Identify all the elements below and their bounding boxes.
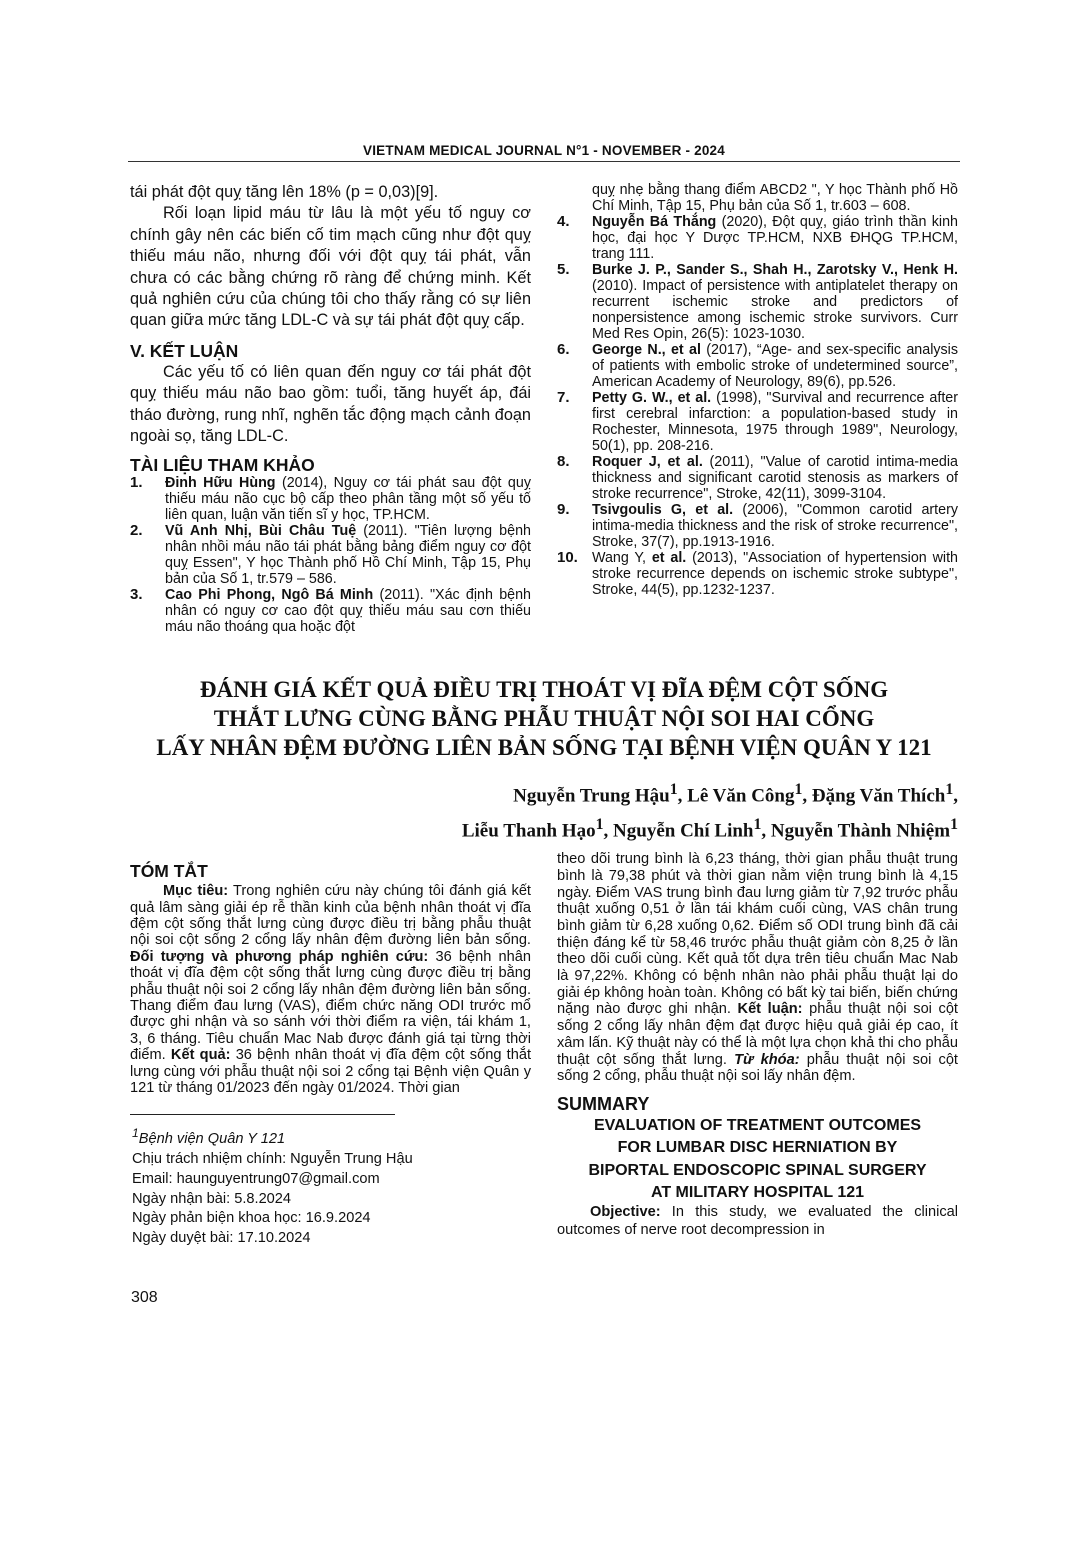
top-columns: [130, 182, 958, 635]
abstract-heading: TÓM TẮT: [130, 861, 208, 882]
reference-authors: Đinh Hữu Hùng: [165, 475, 276, 492]
reference-text: (2017), “Age- and sex-specific analysis of patients with embolic stroke of undetermined source”, American Academy of Neurology, 89(6), pp.526.: [592, 342, 959, 390]
reference-number: 7.: [557, 389, 570, 406]
label-keywords: Từ khóa:: [734, 1051, 800, 1068]
journal-header: VIETNAM MEDICAL JOURNAL N°1 - NOVEMBER - 2024: [363, 143, 725, 158]
reference-text: (2014), Nguy cơ tái phát sau đột quỵ thiếu máu não cục bộ cấp theo phân tầng một số yếu tố liên quan, luận văn tiến sĩ y học, TP.HCM.: [165, 475, 531, 524]
affiliation-mark: 1: [753, 815, 762, 833]
author: Lê Văn Công: [687, 785, 795, 807]
reference-number: 2.: [130, 522, 143, 540]
reference-text: (2010). Impact of persistence with antiplatelet therapy on recurrent ischemic stroke and predictors of nonpersistence among ischemic stroke survivors. Curr Med Res Opin, 26(5): 1023-1030.: [592, 278, 958, 342]
reference-authors: Burke J. P., Sander S., Shah H., Zarotsky V., Henk H.: [592, 262, 958, 278]
label-methods: Đối tượng và phương pháp nghiên cứu:: [130, 948, 429, 965]
affiliation-mark: 1: [132, 1126, 139, 1141]
reference-item: [557, 454, 958, 502]
affiliation-mark: 1: [595, 815, 604, 833]
reference-item: [557, 502, 958, 550]
reference-number: 6.: [557, 341, 570, 358]
reference-item: [557, 342, 958, 390]
reference-continuation: quỵ nhẹ bằng thang điểm ABCD2 ", Y học Thành phố Hồ Chí Minh, Tập 15, Phụ bản của Số 1, tr.603 – 608.: [592, 182, 958, 214]
reference-text: Wang Y,: [592, 550, 652, 566]
reference-text: (2006), "Common carotid artery intima-media thickness and the risk of stroke recurrence", Stroke, 37(7), pp.1913-1916.: [592, 502, 958, 550]
title-line: ĐÁNH GIÁ KẾT QUẢ ĐIỀU TRỊ THOÁT VỊ ĐĨA ĐỆM CỘT SỐNG: [199, 677, 889, 703]
label-objective: Mục tiêu:: [163, 883, 229, 900]
label-results: Kết quả:: [170, 1047, 231, 1064]
text: theo dõi trung bình là 6,23 tháng, thời gian phẫu thuật trung bình là 79,38 phút và thời gian nằm viện trung bình là 4,15 ngày. Điểm VAS trung bình đau lưng giảm từ 7,92 trước phẫu thuật xuống 0,51 ở lần tái khám cuối cùng, VAS chân trung bình giảm từ 6,28 xuống 0,62. Điểm số ODI trung bình đã cải thiện đáng kể từ 58,46 trước phẫu thuật giảm còn 8,25 ở lần theo dõi cuối cùng. Kết quả tốt dựa trên tiêu chuẩn Mac Nab là 97,22%. Không có bệnh nhân nào phải phẫu thuật lại do giải ép không hoàn toàn. Không có bất kỳ tai biến, biến chứng nặng nào được ghi nhận.: [557, 851, 958, 1018]
header-divider: [128, 161, 960, 162]
reference-item: [557, 262, 958, 342]
references-list-left: [130, 475, 531, 635]
text: phẫu thuật nội soi cột sống 2 cổng, phẫu thuật nội soi lấy nhân đệm.: [557, 1051, 958, 1085]
reference-item: [130, 523, 531, 587]
title-line: LẤY NHÂN ĐỆM ĐƯỜNG LIÊN BẢN SỐNG TẠI BỆNH VIỆN QUÂN Y 121: [156, 735, 932, 761]
reference-item: [557, 390, 958, 454]
author-list: Nguyễn Trung Hậu$^1$, Lê Văn Công$^1$, Đặng Văn Thích$^1$, Liễu Thanh Hạo$^1$, Nguyễn Chí Linh$^1$, Nguyễn Thành Nhiệm$^1$: [461, 781, 958, 842]
abstract-columns: [130, 851, 958, 1249]
corresponding-author: Chịu trách nhiệm chính: Nguyễn Trung Hậu: [132, 1151, 413, 1168]
reference-number: 8.: [557, 453, 570, 470]
label-english-objective: Objective:: [590, 1204, 661, 1221]
reference-text: (2011). "Xác định bệnh nhân có nguy cơ cao đột quỵ thiếu máu sau cơn thiếu máu não thoáng qua hoặc đột: [165, 587, 531, 636]
reference-number: 10.: [557, 549, 578, 566]
reference-authors: Vũ Anh Nhị, Bùi Châu Tuệ: [165, 523, 357, 540]
reference-authors: Petty G. W., et al.: [592, 390, 712, 406]
reference-number: 4.: [557, 213, 570, 230]
paragraph: Các yếu tố có liên quan đến nguy cơ tái phát đột quỵ thiếu máu não bao gồm: tuổi, tăng huyết áp, đái tháo đường, rung nhĩ, nghẽn tắc động mạch cảnh đoạn ngoài sọ, tăng LDL-C.: [130, 362, 531, 446]
english-title-line: BIPORTAL ENDOSCOPIC SPINAL SURGERY: [588, 1161, 927, 1179]
english-title: [557, 1115, 958, 1204]
reference-number: 9.: [557, 501, 570, 518]
reference-item: [130, 475, 531, 523]
reference-number: 5.: [557, 261, 570, 278]
reference-authors: Nguyễn Bá Thắng: [592, 214, 717, 230]
reference-number: 3.: [130, 586, 143, 604]
date-reviewed: Ngày phản biện khoa học: 16.9.2024: [132, 1210, 371, 1227]
affiliation-mark: 1: [669, 781, 678, 799]
reference-authors: George N., et al: [592, 342, 701, 358]
english-abstract: [557, 1204, 958, 1239]
text: In this study, we evaluated the clinical outcomes of nerve root decompression in: [557, 1204, 958, 1238]
english-title-line: AT MILITARY HOSPITAL 121: [650, 1183, 865, 1201]
abstract-text: [130, 883, 531, 1096]
reference-authors: et al.: [651, 550, 687, 566]
page-number: 308: [131, 1289, 158, 1307]
text: 36 bệnh nhân thoát vị đĩa đệm cột sống thắt lưng cùng được điều trị bằng phẫu thuật nội soi 2 cổng lấy nhân đệm đường liên bản sống. Thang điểm đau lưng (VAS), điểm chức năng ODI trước mổ được ghi nhận và so sánh với thời điểm ra viện, tái khám 1, 3, 6 tháng. Tiêu chuẩn Mac Nab được đánh giá tại từng thời điểm.: [130, 948, 531, 1064]
references-list-right: [557, 182, 958, 598]
author: Đặng Văn Thích: [811, 785, 946, 807]
date-received: Ngày nhận bài: 5.8.2024: [132, 1190, 292, 1207]
author: Liễu Thanh Hạo: [461, 820, 596, 842]
paragraph: Rối loạn lipid máu từ lâu là một yếu tố nguy cơ chính gây nên các biến cố tim mạch cũng như đột quỵ thiếu máu não, nhưng đối với đột quỵ tái phát, vẫn chưa có các bằng chứng rõ ràng để chứng minh. Kết quả nghiên cứu của chúng tôi cho thấy rằng có sự liên quan giữa mức tăng LDL-C và sự tái phát đột quỵ cấp.: [130, 204, 531, 330]
reference-authors: Cao Phi Phong, Ngô Bá Minh: [165, 587, 374, 604]
abstract-right: [557, 851, 958, 1239]
affiliation-mark: 1: [950, 815, 958, 833]
author: Nguyễn Thành Nhiệm: [770, 820, 951, 842]
text: Trong nghiên cứu này chúng tôi đánh giá kết quả lâm sàng giải ép rễ thần kinh của bệnh nhân thoát vị đĩa đệm cột sống thắt lưng cùng được điều trị bằng phẫu thuật nội soi cột sống 2 cổng lấy nhân đệm đường liên bản sống.: [130, 883, 531, 949]
reference-text: (2011). "Tiên lượng bệnh nhân nhồi máu não tái phát bằng bảng điểm nguy cơ đột quỵ Essen", Y học Thành phố Hồ Chí Minh, Tập 15, Phụ bản của Số 1, tr.579 – 586.: [165, 523, 531, 588]
reference-number: 1.: [130, 474, 143, 492]
footnote-divider: [130, 1114, 395, 1115]
reference-text: (1998), "Survival and recurrence after first cerebral infarction: a population-based study in Rochester, Minnesota, 1975 through 1989", Neurology, 50(1), pp. 208-216.: [592, 390, 959, 454]
author: Nguyễn Trung Hậu: [513, 785, 670, 807]
left-column-top: [130, 182, 531, 635]
paragraph: tái phát đột quỵ tăng lên 18% (p = 0,03)[9].: [130, 183, 439, 201]
english-title-line: EVALUATION OF TREATMENT OUTCOMES: [593, 1116, 922, 1134]
abstract-left: [130, 851, 531, 1249]
affiliation-mark: 1: [794, 781, 803, 799]
summary-heading: SUMMARY: [557, 1093, 650, 1114]
author: Nguyễn Chí Linh: [613, 820, 754, 842]
reference-text: (2011), "Value of carotid intima-media thickness and significant carotid stenosis as markers of stroke recurrence", Stroke, 42(11), 3099-3104.: [592, 454, 958, 502]
references-heading: TÀI LIỆU THAM KHẢO: [130, 455, 315, 476]
abstract-text-continued: [557, 851, 958, 1085]
reference-item: [130, 587, 531, 635]
reference-authors: Roquer J, et al.: [592, 454, 703, 470]
reference-authors: Tsivgoulis G, et al.: [592, 502, 734, 518]
reference-text: (2020), Đột quỵ, giáo trình thần kinh học, đại học Y Dược TP.HCM, NXB ĐHQG TP.HCM, trang 111.: [592, 214, 959, 262]
text: phẫu thuật nội soi cột sống 2 cổng lấy nhân đệm đạt được hiệu quả giải ép cao, ít xâm lấn. Kỹ thuật này có thể là một lựa chọn khả thi cho phẫu thuật cột sống thắt lưng.: [557, 1001, 958, 1068]
reference-text: (2013), "Association of hypertension with stroke recurrence depends on ischemic stroke subtype", Stroke, 44(5), pp.1232-1237.: [592, 550, 958, 598]
reference-item: [557, 550, 958, 598]
affiliation-mark: 1: [945, 781, 954, 799]
date-accepted: Ngày duyệt bài: 17.10.2024: [132, 1230, 311, 1247]
email: Email: haunguyentrung07@gmail.com: [132, 1170, 380, 1187]
article-title: [130, 675, 958, 762]
affiliation: Bệnh viện Quân Y 121: [138, 1131, 286, 1148]
section-heading-conclusion: V. KẾT LUẬN: [130, 340, 239, 361]
english-title-line: FOR LUMBAR DISC HERNIATION BY: [617, 1139, 898, 1157]
reference-item: [557, 214, 958, 262]
label-conclusion: Kết luận:: [737, 1001, 803, 1018]
title-line: THẮT LƯNG CÙNG BẰNG PHẪU THUẬT NỘI SOI HAI CỔNG: [213, 706, 875, 732]
text: 36 bệnh nhân thoát vị đĩa đệm cột sống thắt lưng cùng với phẫu thuật nội soi 2 cổng tại Bệnh viện Quân y 121 từ tháng 01/2023 đến ngày 01/2024. Thời gian: [130, 1047, 532, 1096]
footnote: [130, 1124, 531, 1249]
